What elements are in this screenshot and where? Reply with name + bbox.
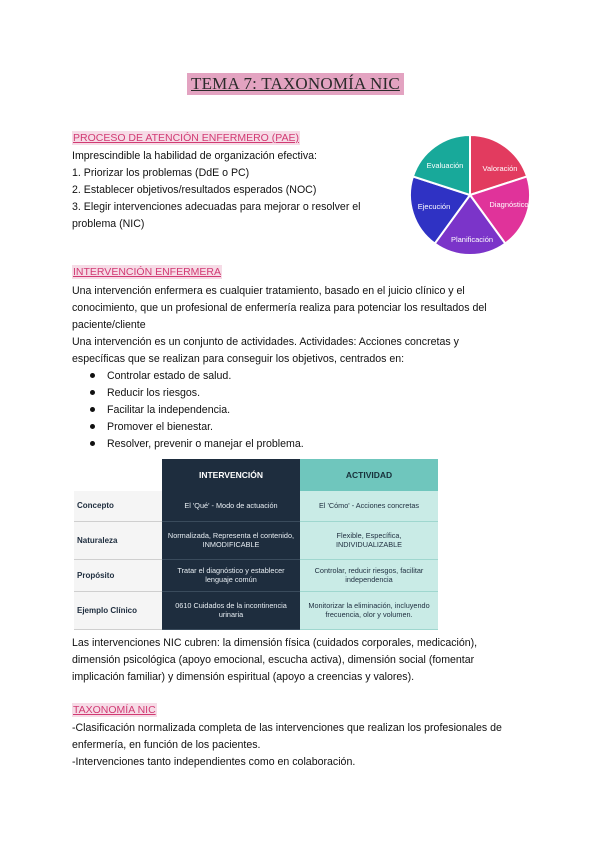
bullet-icon bbox=[90, 424, 95, 429]
table-cell: 0610 Cuidados de la incontinencia urinaria bbox=[162, 591, 300, 629]
section-header-pae: PROCESO DE ATENCIÓN ENFERMERO (PAE) bbox=[73, 132, 299, 144]
text-line: dimensión psicológica (apoyo emocional, escucha activa), dimensión social (fomentar bbox=[72, 654, 475, 666]
row-label: Naturaleza bbox=[74, 521, 162, 559]
text-line: implicación familiar) y dimensión espiritual (apoyo a creencias y valores). bbox=[72, 671, 415, 683]
text-line: problema (NIC) bbox=[72, 218, 145, 230]
list-item-text: Resolver, prevenir o manejar el problema. bbox=[107, 438, 304, 450]
list-item bbox=[90, 420, 213, 434]
text-line: Una intervención enfermera es cualquier tratamiento, basado en el juicio clínico y el bbox=[72, 285, 465, 297]
text-line: Una intervención es un conjunto de actividades. Actividades: Acciones concretas y bbox=[72, 336, 459, 348]
pie-label-ejecucion: Ejecución bbox=[417, 202, 451, 211]
pie-label-evaluacion: Evaluación bbox=[426, 161, 464, 170]
table-cell: Normalizada, Representa el contenido, INMODIFICABLE bbox=[162, 521, 300, 559]
text-line: -Clasificación normalizada completa de las intervenciones que realizan los profesionales de bbox=[72, 722, 502, 734]
table-cell: Tratar el diagnóstico y establecer lenguaje común bbox=[162, 559, 300, 591]
text-line: 1. Priorizar los problemas (DdE o PC) bbox=[72, 167, 250, 179]
table-row bbox=[74, 491, 438, 521]
text-line: -Intervenciones tanto independientes como en colaboración. bbox=[72, 756, 356, 768]
bullet-icon bbox=[90, 390, 95, 395]
text-line: 3. Elegir intervenciones adecuadas para mejorar o resolver el bbox=[72, 201, 361, 213]
text-line: 2. Establecer objetivos/resultados esperados (NOC) bbox=[72, 184, 317, 196]
bullet-icon bbox=[90, 441, 95, 446]
list-item bbox=[90, 403, 230, 417]
pae-cycle-pie bbox=[405, 130, 535, 260]
list-item-text: Facilitar la independencia. bbox=[107, 404, 231, 416]
text-line: conocimiento, que un profesional de enfermería realiza para potenciar los resultados del bbox=[72, 302, 487, 314]
pie-label-diagnostico: Diagnóstico bbox=[489, 200, 529, 209]
section-header-taxonomia: TAXONOMÍA NIC bbox=[73, 704, 156, 716]
table-cell: El 'Qué' - Modo de actuación bbox=[162, 491, 300, 521]
row-label: Ejemplo Clínico bbox=[74, 591, 162, 629]
text-line: Imprescindible la habilidad de organización efectiva: bbox=[72, 150, 317, 162]
text-line: paciente/cliente bbox=[72, 319, 146, 331]
column-header-actividad: ACTIVIDAD bbox=[300, 459, 438, 491]
list-item-text: Promover el bienestar. bbox=[107, 421, 213, 433]
text-line: Las intervenciones NIC cubren: la dimensión física (cuidados corporales, medicación), bbox=[72, 637, 478, 649]
bullet-icon bbox=[90, 373, 95, 378]
pie-label-planificacion: Planificación bbox=[450, 235, 494, 244]
list-item bbox=[90, 369, 231, 383]
table-row bbox=[74, 559, 438, 591]
table-cell: Controlar, reducir riesgos, facilitar independencia bbox=[300, 559, 438, 591]
column-header-intervencion: INTERVENCIÓN bbox=[162, 459, 300, 491]
list-item-text: Reducir los riesgos. bbox=[107, 387, 201, 399]
table-row bbox=[74, 521, 438, 559]
page-title: TEMA 7: TAXONOMÍA NIC bbox=[187, 73, 404, 95]
table-header-row bbox=[74, 459, 438, 491]
bullet-icon bbox=[90, 407, 95, 412]
comparison-table bbox=[74, 459, 438, 630]
table-cell: Monitorizar la eliminación, incluyendo frecuencia, olor y volumen. bbox=[300, 591, 438, 629]
row-label: Propósito bbox=[74, 559, 162, 591]
list-item bbox=[90, 386, 200, 400]
table-corner bbox=[74, 459, 162, 491]
row-label: Concepto bbox=[74, 491, 162, 521]
table-row bbox=[74, 591, 438, 629]
list-item-text: Controlar estado de salud. bbox=[107, 370, 232, 382]
list-item bbox=[90, 437, 304, 451]
table-cell: El 'Cómo' - Acciones concretas bbox=[300, 491, 438, 521]
section-header-intervencion: INTERVENCIÓN ENFERMERA bbox=[73, 266, 221, 278]
text-line: enfermería, en función de los pacientes. bbox=[72, 739, 261, 751]
table-cell: Flexible, Específica, INDIVIDUALIZABLE bbox=[300, 521, 438, 559]
pie-label-valoracion: Valoración bbox=[482, 164, 518, 173]
text-line: específicas que se realizan para conseguir los objetivos, centrados en: bbox=[72, 353, 405, 365]
